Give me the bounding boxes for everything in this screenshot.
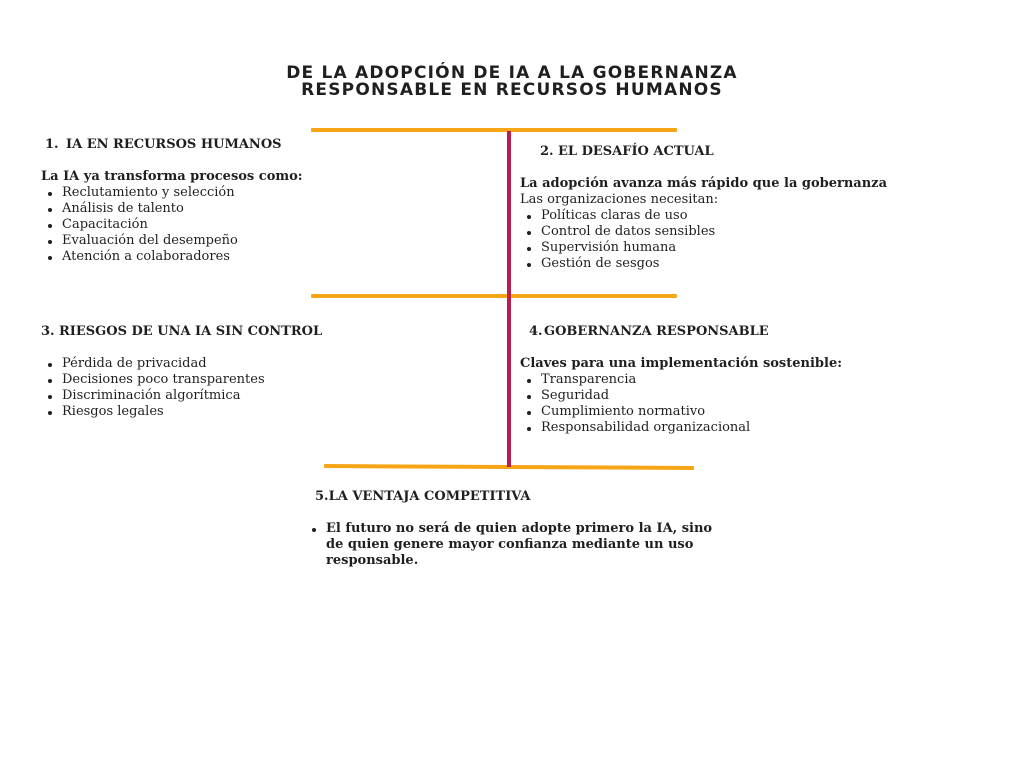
list-item: Reclutamiento y selección	[41, 185, 303, 201]
section-heading-text: GOBERNANZA RESPONSABLE	[544, 324, 769, 339]
section-riesgos	[41, 324, 322, 420]
section-ventaja	[310, 489, 731, 569]
divider-top	[311, 128, 677, 132]
section-heading	[520, 324, 842, 340]
section-heading-text: EL DESAFÍO ACTUAL	[558, 144, 714, 159]
list-item: Responsabilidad organizacional	[520, 420, 842, 436]
section-list	[41, 185, 303, 265]
section-gobernanza	[520, 324, 842, 436]
list-item: El futuro no será de quien adopte primero la IA, sino de quien genere mayor confianza mediante un uso responsable.	[310, 521, 731, 569]
section-list	[310, 521, 731, 569]
list-item: Transparencia	[520, 372, 842, 388]
list-item: Capacitación	[41, 217, 303, 233]
list-item: Pérdida de privacidad	[41, 356, 322, 372]
title-line-1: DE LA ADOPCIÓN DE IA A LA GOBERNANZA	[286, 63, 738, 83]
list-item: Control de datos sensibles	[520, 224, 887, 240]
section-number: 3.	[41, 324, 55, 339]
section-lead: Claves para una implementación sostenible:	[520, 356, 843, 371]
list-item: Análisis de talento	[41, 201, 303, 217]
list-item: Gestión de sesgos	[520, 256, 887, 272]
divider-middle	[311, 294, 677, 298]
section-number: 5.	[315, 489, 329, 504]
section-sublead: Las organizaciones necesitan:	[520, 192, 719, 207]
list-item: Discriminación algorítmica	[41, 388, 322, 404]
section-heading-text: IA EN RECURSOS HUMANOS	[66, 137, 282, 152]
list-item: Políticas claras de uso	[520, 208, 887, 224]
section-lead: La IA ya transforma procesos como:	[41, 169, 303, 184]
divider-vertical	[507, 131, 511, 467]
section-list	[520, 208, 887, 272]
section-desafio	[520, 144, 887, 272]
section-heading	[310, 489, 731, 505]
section-list	[520, 372, 842, 436]
section-heading	[41, 324, 322, 340]
list-item: Decisiones poco transparentes	[41, 372, 322, 388]
section-list	[41, 356, 322, 420]
section-heading-text: RIESGOS DE UNA IA SIN CONTROL	[59, 324, 323, 339]
list-item: Evaluación del desempeño	[41, 233, 303, 249]
list-item: Seguridad	[520, 388, 842, 404]
list-item: Cumplimiento normativo	[520, 404, 842, 420]
section-ia-rrhh	[41, 137, 303, 265]
page-title	[0, 65, 1024, 99]
section-number: 1.	[45, 137, 59, 152]
section-heading	[41, 137, 303, 153]
list-item: Riesgos legales	[41, 404, 322, 420]
section-number: 2.	[540, 144, 554, 159]
section-heading-text: LA VENTAJA COMPETITIVA	[328, 489, 531, 504]
list-item: Supervisión humana	[520, 240, 887, 256]
section-lead: La adopción avanza más rápido que la gobernanza	[520, 176, 887, 191]
title-line-2: RESPONSABLE EN RECURSOS HUMANOS	[301, 80, 723, 100]
section-number: 4.	[529, 324, 543, 339]
section-heading	[520, 144, 887, 160]
list-item: Atención a colaboradores	[41, 249, 303, 265]
